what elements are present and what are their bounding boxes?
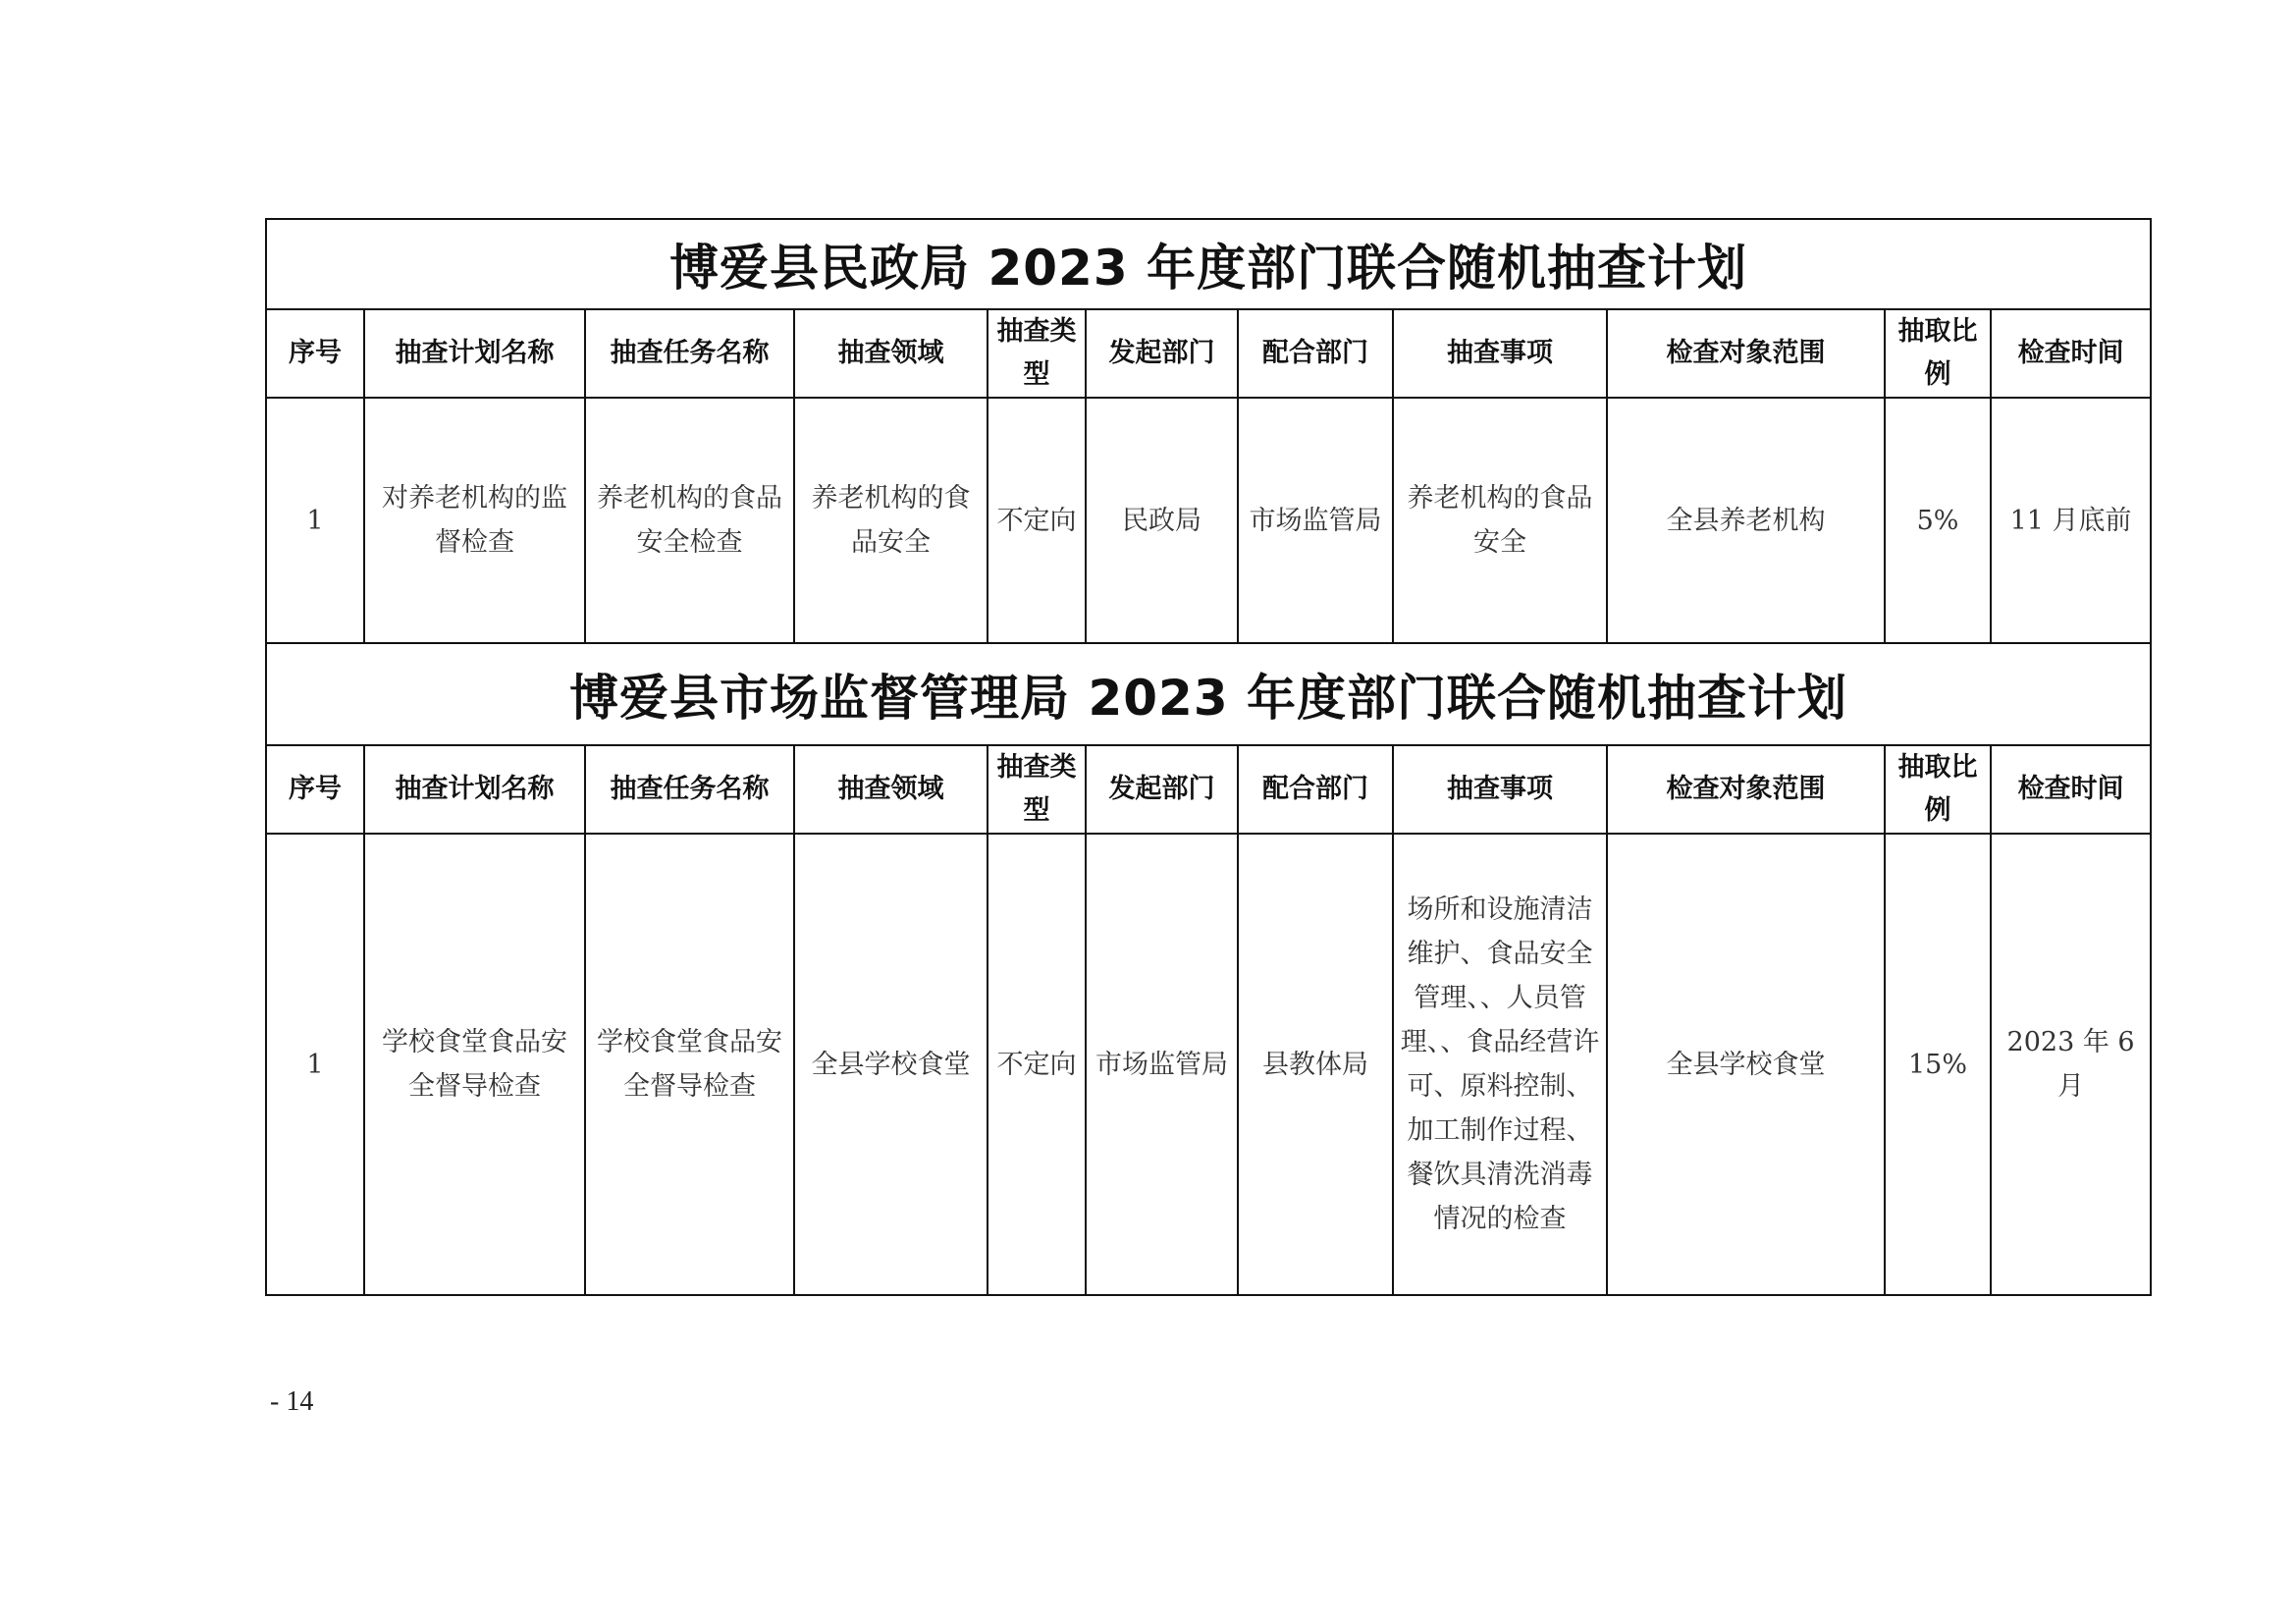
cell-inspection-time: 11 月底前: [1991, 398, 2151, 643]
cell-initiating-dept: 民政局: [1086, 398, 1238, 643]
table-row: [266, 398, 2151, 643]
cell-plan-name: 对养老机构的监督检查: [364, 398, 585, 643]
header-type: 抽查类型: [988, 309, 1086, 398]
table-row: [266, 834, 2151, 1295]
cell-cooperating-dept: 县教体局: [1238, 834, 1393, 1295]
header-sampling-ratio: 抽取比例: [1885, 309, 1991, 398]
section2-title-row: [266, 643, 2151, 745]
header-task-name: 抽查任务名称: [585, 309, 794, 398]
cell-task-name: 养老机构的食品安全检查: [585, 398, 794, 643]
header-target-scope: 检查对象范围: [1607, 309, 1885, 398]
page-number: - 14: [270, 1386, 314, 1417]
header-field: 抽查领域: [794, 745, 988, 834]
section1-title: 博爱县民政局 2023 年度部门联合随机抽查计划: [266, 219, 2151, 309]
cell-type: 不定向: [988, 834, 1086, 1295]
section1-header-row: [266, 309, 2151, 398]
cell-sampling-ratio: 5%: [1885, 398, 1991, 643]
inspection-plan-table: [265, 218, 2152, 1296]
header-inspection-items: 抽查事项: [1393, 309, 1607, 398]
section2-header-row: [266, 745, 2151, 834]
cell-task-name: 学校食堂食品安全督导检查: [585, 834, 794, 1295]
cell-cooperating-dept: 市场监管局: [1238, 398, 1393, 643]
header-initiating-dept: 发起部门: [1086, 309, 1238, 398]
header-plan-name: 抽查计划名称: [364, 745, 585, 834]
section1-title-row: [266, 219, 2151, 309]
header-cooperating-dept: 配合部门: [1238, 745, 1393, 834]
header-type: 抽查类型: [988, 745, 1086, 834]
header-inspection-time: 检查时间: [1991, 745, 2151, 834]
cell-inspection-items: 场所和设施清洁维护、食品安全管理、、人员管理、、食品经营许可、原料控制、加工制作过程、餐饮具清洗消毒情况的检查: [1393, 834, 1607, 1295]
cell-plan-name: 学校食堂食品安全督导检查: [364, 834, 585, 1295]
header-serial: 序号: [266, 745, 364, 834]
cell-field: 全县学校食堂: [794, 834, 988, 1295]
header-target-scope: 检查对象范围: [1607, 745, 1885, 834]
cell-initiating-dept: 市场监管局: [1086, 834, 1238, 1295]
cell-inspection-items: 养老机构的食品安全: [1393, 398, 1607, 643]
cell-sampling-ratio: 15%: [1885, 834, 1991, 1295]
header-field: 抽查领域: [794, 309, 988, 398]
cell-serial: 1: [266, 398, 364, 643]
header-inspection-items: 抽查事项: [1393, 745, 1607, 834]
header-plan-name: 抽查计划名称: [364, 309, 585, 398]
cell-type: 不定向: [988, 398, 1086, 643]
header-serial: 序号: [266, 309, 364, 398]
section2-title: 博爱县市场监督管理局 2023 年度部门联合随机抽查计划: [266, 643, 2151, 745]
cell-target-scope: 全县养老机构: [1607, 398, 1885, 643]
cell-inspection-time: 2023 年 6 月: [1991, 834, 2151, 1295]
cell-field: 养老机构的食品安全: [794, 398, 988, 643]
header-inspection-time: 检查时间: [1991, 309, 2151, 398]
header-cooperating-dept: 配合部门: [1238, 309, 1393, 398]
cell-serial: 1: [266, 834, 364, 1295]
header-sampling-ratio: 抽取比例: [1885, 745, 1991, 834]
cell-target-scope: 全县学校食堂: [1607, 834, 1885, 1295]
header-initiating-dept: 发起部门: [1086, 745, 1238, 834]
header-task-name: 抽查任务名称: [585, 745, 794, 834]
